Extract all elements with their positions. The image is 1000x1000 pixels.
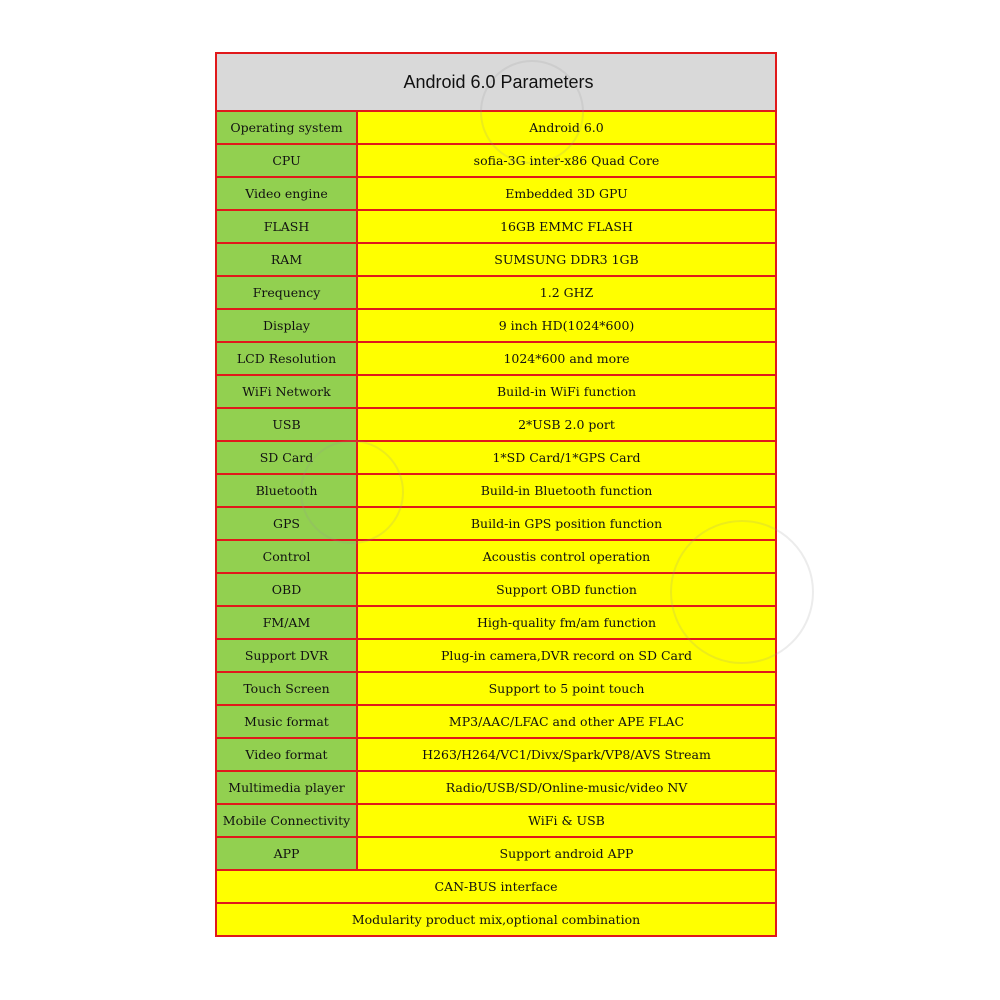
table-row [217,442,775,475]
table-row [217,244,775,277]
row-value: 1024*600 and more [358,343,775,374]
row-value: WiFi & USB [358,805,775,836]
spec-table [215,52,777,937]
table-row [217,541,775,574]
row-label: SD Card [217,442,358,473]
table-row [217,739,775,772]
table-row [217,277,775,310]
row-label: Frequency [217,277,358,308]
row-value: 1.2 GHZ [358,277,775,308]
row-value: Build-in Bluetooth function [358,475,775,506]
row-label: Multimedia player [217,772,358,803]
row-label: GPS [217,508,358,539]
row-value: H263/H264/VC1/Divx/Spark/VP8/AVS Stream [358,739,775,770]
row-label: FM/AM [217,607,358,638]
row-value: sofia-3G inter-x86 Quad Core [358,145,775,176]
row-value: Support android APP [358,838,775,869]
row-label: Bluetooth [217,475,358,506]
table-row [217,607,775,640]
table-row [217,508,775,541]
row-value: High-quality fm/am function [358,607,775,638]
table-row [217,772,775,805]
row-label: Music format [217,706,358,737]
row-label: Operating system [217,112,358,143]
row-value: Plug-in camera,DVR record on SD Card [358,640,775,671]
row-value: 9 inch HD(1024*600) [358,310,775,341]
row-label: RAM [217,244,358,275]
table-row [217,706,775,739]
table-row [217,838,775,869]
row-value: Acoustis control operation [358,541,775,572]
row-value: 16GB EMMC FLASH [358,211,775,242]
spec-rows [217,112,775,869]
table-row [217,145,775,178]
row-label: APP [217,838,358,869]
table-title: Android 6.0 Parameters [217,54,775,112]
row-value: MP3/AAC/LFAC and other APE FLAC [358,706,775,737]
row-value: Build-in WiFi function [358,376,775,407]
row-label: Support DVR [217,640,358,671]
row-value: Radio/USB/SD/Online-music/video NV [358,772,775,803]
table-row [217,178,775,211]
table-row [217,574,775,607]
row-value: Support to 5 point touch [358,673,775,704]
row-value: 1*SD Card/1*GPS Card [358,442,775,473]
row-label: Video engine [217,178,358,209]
table-row [217,343,775,376]
row-value: Support OBD function [358,574,775,605]
table-row [217,475,775,508]
row-label: WiFi Network [217,376,358,407]
table-row [217,376,775,409]
row-label: Display [217,310,358,341]
table-row [217,211,775,244]
table-row [217,805,775,838]
table-row [217,640,775,673]
row-label: Mobile Connectivity [217,805,358,836]
row-value: Embedded 3D GPU [358,178,775,209]
row-label: USB [217,409,358,440]
row-label: Control [217,541,358,572]
footer-row-canbus: CAN-BUS interface [217,869,775,902]
row-label: CPU [217,145,358,176]
row-value: Android 6.0 [358,112,775,143]
row-label: OBD [217,574,358,605]
footer-row-modularity: Modularity product mix,optional combination [217,902,775,935]
row-label: Video format [217,739,358,770]
table-row [217,409,775,442]
row-value: Build-in GPS position function [358,508,775,539]
table-row [217,673,775,706]
row-label: LCD Resolution [217,343,358,374]
row-label: Touch Screen [217,673,358,704]
row-label: FLASH [217,211,358,242]
table-row [217,112,775,145]
row-value: SUMSUNG DDR3 1GB [358,244,775,275]
table-row [217,310,775,343]
row-value: 2*USB 2.0 port [358,409,775,440]
